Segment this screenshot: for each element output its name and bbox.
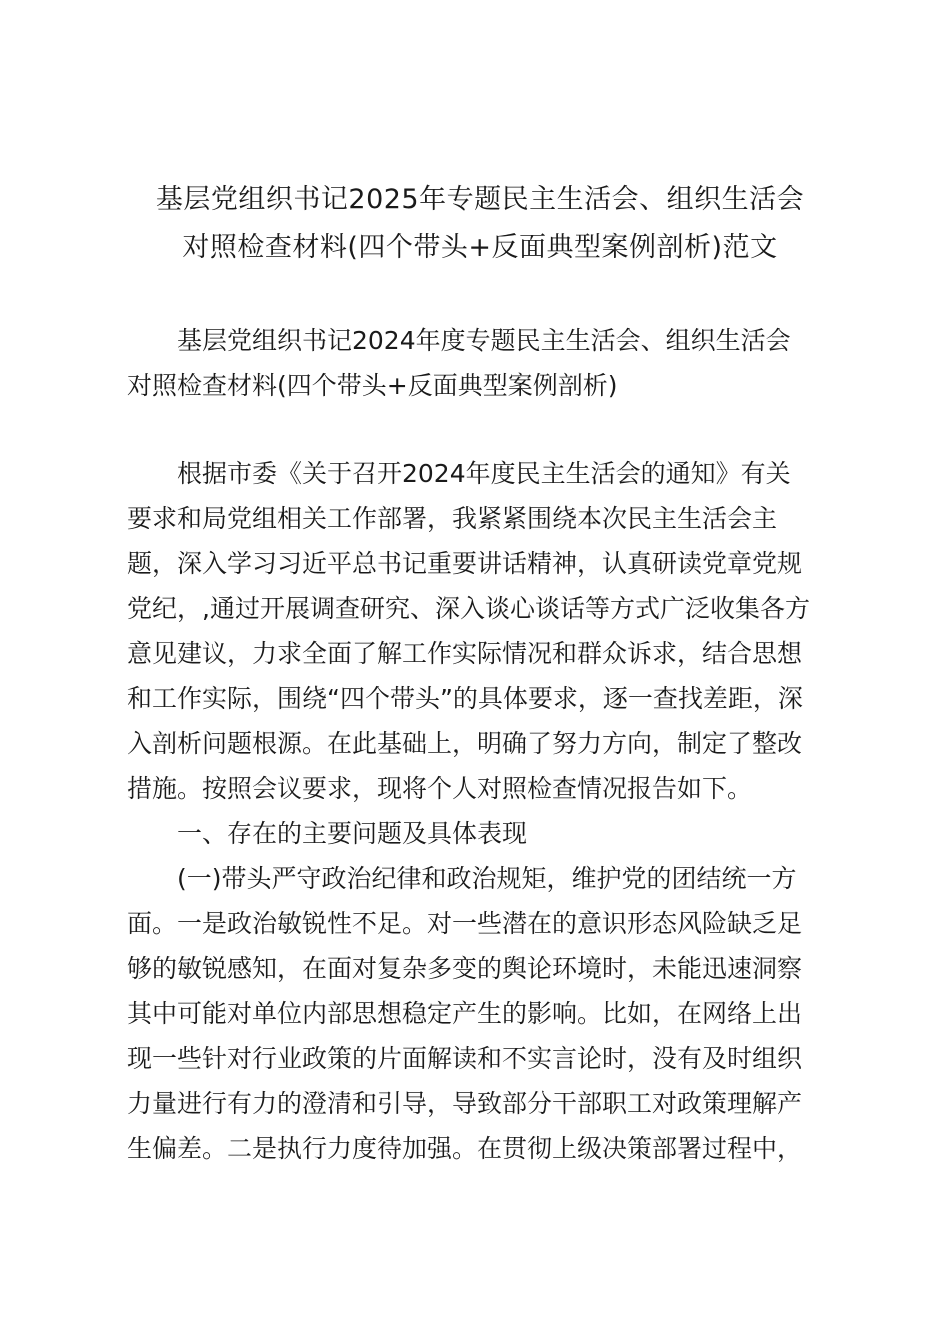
document-body xyxy=(127,451,827,1171)
body-line: 现一些针对行业政策的片面解读和不实言论时，没有及时组织 xyxy=(127,1044,803,1073)
body-line: 根据市委《关于召开2024年度民主生活会的通知》有关 xyxy=(177,459,791,488)
subtitle-line-1: 基层党组织书记2024年度专题民主生活会、组织生活会 xyxy=(177,326,791,355)
body-line: 力量进行有力的澄清和引导，导致部分干部职工对政策理解产 xyxy=(127,1089,803,1118)
body-line: 和工作实际，围绕“四个带头”的具体要求，逐一查找差距，深 xyxy=(127,684,803,713)
document-subtitle xyxy=(127,318,827,408)
body-line: 其中可能对单位内部思想稳定产生的影响。比如，在网络上出 xyxy=(127,999,803,1028)
body-line: 要求和局党组相关工作部署，我紧紧围绕本次民主生活会主 xyxy=(127,504,778,533)
document-title xyxy=(100,176,860,272)
body-line: 够的敏锐感知，在面对复杂多变的舆论环境时，未能迅速洞察 xyxy=(127,954,803,983)
body-line: 意见建议，力求全面了解工作实际情况和群众诉求，结合思想 xyxy=(127,639,803,668)
body-line: 入剖析问题根源。在此基础上，明确了努力方向，制定了整改 xyxy=(127,729,803,758)
section-heading: 一、存在的主要问题及具体表现 xyxy=(177,819,528,848)
body-line: (一)带头严守政治纪律和政治规矩，维护党的团结统一方 xyxy=(177,864,797,893)
body-line: 措施。按照会议要求，现将个人对照检查情况报告如下。 xyxy=(127,774,753,803)
body-line: 生偏差。二是执行力度待加强。在贯彻上级决策部署过程中， xyxy=(127,1134,803,1163)
body-line: 党纪，,通过开展调查研究、深入谈心谈话等方式广泛收集各方 xyxy=(127,594,810,623)
body-line: 面。一是政治敏锐性不足。对一些潜在的意识形态风险缺乏足 xyxy=(127,909,803,938)
subtitle-line-2: 对照检查材料(四个带头+反面典型案例剖析) xyxy=(127,371,618,400)
title-line-2: 对照检查材料(四个带头+反面典型案例剖析)范文 xyxy=(182,232,778,263)
body-line: 题，深入学习习近平总书记重要讲话精神，认真研读党章党规 xyxy=(127,549,803,578)
title-line-1: 基层党组织书记2025年专题民主生活会、组织生活会 xyxy=(155,184,805,215)
